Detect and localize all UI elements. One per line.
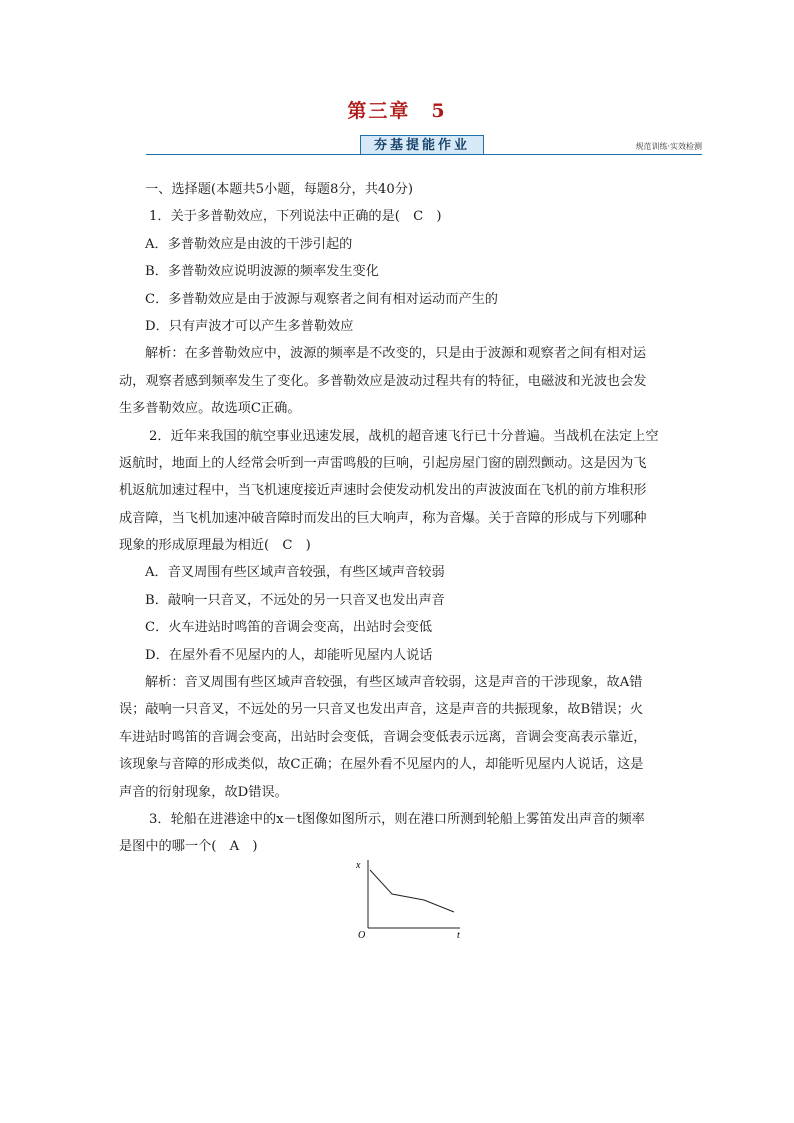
x-t-graph bbox=[350, 856, 468, 938]
q2-option-d: D．在屋外看不见屋内的人，却能听见屋内人说话 bbox=[145, 647, 433, 663]
x-axis-label: t bbox=[457, 930, 460, 938]
q1-analysis-line: 生多普勒效应。故选项C正确。 bbox=[119, 401, 301, 417]
banner-divider bbox=[146, 154, 702, 155]
q2-analysis-line: 车进站时鸣笛的音调会变高，出站时会变低，音调会变低表示远离，音调会变高表示靠近， bbox=[119, 729, 647, 745]
q1-stem: 1．关于多普勒效应，下列说法中正确的是( C ) bbox=[149, 209, 442, 225]
q2-stem-line: 现象的形成原理最为相近( C ) bbox=[119, 538, 311, 554]
q1-option-c: C．多普勒效应是由于波源与观察者之间有相对运动而产生的 bbox=[145, 291, 498, 307]
q2-option-b: B．敲响一只音叉，不远处的另一只音叉也发出声音 bbox=[145, 592, 445, 608]
question-content bbox=[119, 176, 677, 861]
q2-stem-line: 2．近年来我国的航空事业迅速发展，战机的超音速飞行已十分普遍。当战机在法定上空 bbox=[149, 428, 659, 444]
q1-option-d: D．只有声波才可以产生多普勒效应 bbox=[145, 318, 354, 334]
q2-analysis-line: 该现象与音障的形成类似，故C正确；在屋外看不见屋内的人，却能听见屋内人说话，这是 bbox=[119, 757, 644, 773]
q3-stem-line: 3．轮船在进港途中的x－t图像如图所示，则在港口所测到轮船上雾笛发出声音的频率 bbox=[149, 811, 645, 827]
q1-analysis-line: 动，观察者感到频率发生了变化。多普勒效应是波动过程共有的特征，电磁波和光波也会发 bbox=[119, 373, 647, 389]
q1-option-b: B．多普勒效应说明波源的频率发生变化 bbox=[145, 264, 379, 280]
y-axis-label: x bbox=[356, 860, 361, 871]
banner-caption: 规范训练·实效检测 bbox=[635, 142, 702, 151]
q1-option-a: A．多普勒效应是由波的干涉引起的 bbox=[145, 236, 353, 252]
q2-stem-line: 返航时，地面上的人经常会听到一声雷鸣般的巨响，引起房屋门窗的剧烈颤动。这是因为飞 bbox=[119, 455, 647, 471]
q1-analysis-line: 解析：在多普勒效应中，波源的频率是不改变的，只是由于波源和观察者之间有相对运 bbox=[145, 346, 647, 362]
q2-stem-line: 成音障，当飞机加速冲破音障时而发出的巨大响声，称为音爆。关于音障的形成与下列哪种 bbox=[119, 510, 647, 526]
q2-analysis-line: 声音的衍射现象，故D错误。 bbox=[119, 784, 288, 800]
q2-option-c: C．火车进站时鸣笛的音调会变高，出站时会变低 bbox=[145, 620, 433, 636]
q3-stem-line: 是图中的哪一个( A ) bbox=[119, 839, 258, 855]
x-t-curve bbox=[370, 870, 454, 912]
banner-tab: 夯基提能作业 bbox=[360, 135, 484, 155]
q2-analysis-line: 解析：音叉周围有些区域声音较强，有些区域声音较弱，这是声音的干涉现象，故A错 bbox=[145, 675, 643, 691]
chapter-title: 第三章 5 bbox=[347, 100, 447, 122]
q2-option-a: A．音叉周围有些区域声音较强，有些区域声音较弱 bbox=[145, 565, 445, 581]
q2-analysis-line: 误；敲响一只音叉，不远处的另一只音叉也发出声音，这是声音的共振现象，故B错误；火 bbox=[119, 702, 643, 718]
q2-stem-line: 机返航加速过程中，当飞机速度接近声速时会使发动机发出的声波波面在飞机的前方堆积形 bbox=[119, 483, 647, 499]
section-heading: 一、选择题(本题共5小题，每题8分，共40分) bbox=[145, 182, 414, 197]
origin-label: O bbox=[358, 930, 366, 938]
